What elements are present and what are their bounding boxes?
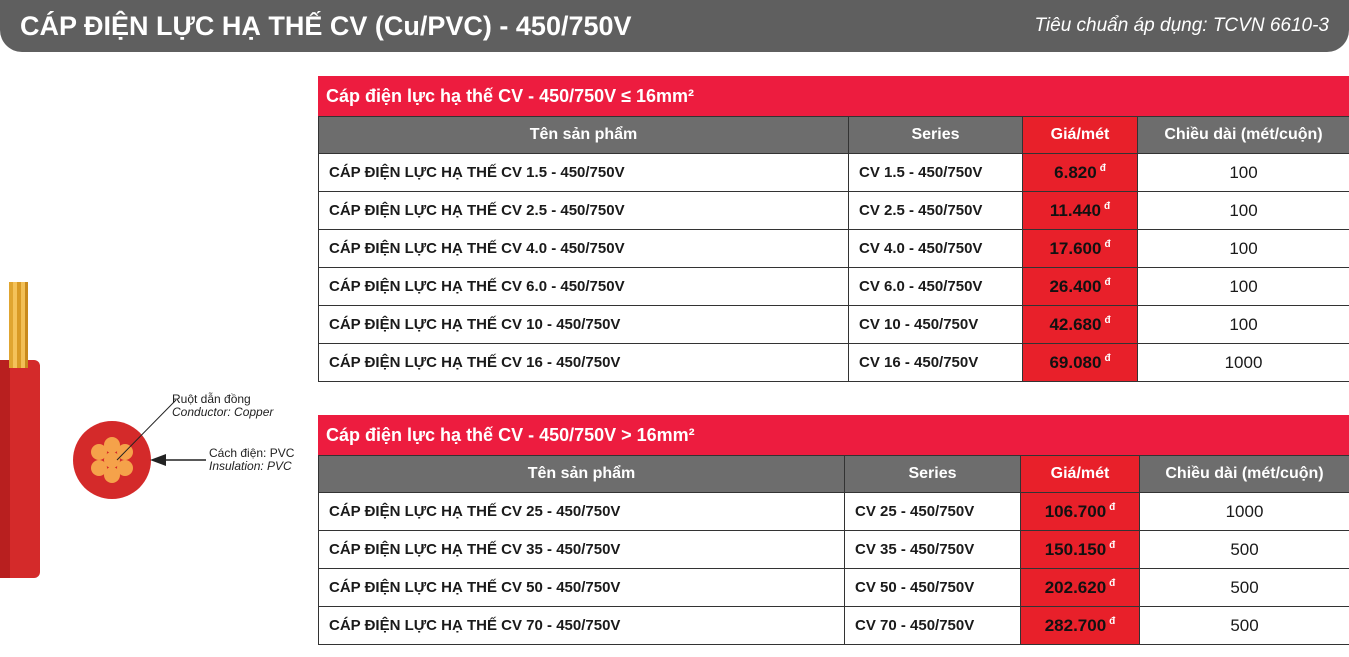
product-series: CV 10 - 450/750V: [849, 306, 1023, 344]
currency-symbol: đ: [1104, 276, 1111, 288]
product-length: 100: [1138, 192, 1349, 230]
col-header-price: Giá/mét: [1021, 456, 1140, 493]
table-row: [319, 531, 1349, 569]
table-row: [319, 569, 1349, 607]
product-series: CV 50 - 450/750V: [845, 569, 1021, 607]
product-price: [1023, 306, 1138, 344]
col-header-price: Giá/mét: [1023, 117, 1138, 154]
product-series: CV 35 - 450/750V: [845, 531, 1021, 569]
price-value: 282.700: [1044, 615, 1107, 635]
product-price: [1023, 230, 1138, 268]
product-series: CV 4.0 - 450/750V: [849, 230, 1023, 268]
col-header-series: Series: [845, 456, 1021, 493]
standard-note: Tiêu chuẩn áp dụng: TCVN 6610-3: [1034, 15, 1329, 36]
table-row: [319, 192, 1349, 230]
section-title: Cáp điện lực hạ thế CV - 450/750V ≤ 16mm²: [318, 76, 1349, 116]
page-header: [0, 0, 1349, 52]
currency-symbol: đ: [1109, 615, 1116, 627]
product-name: CÁP ĐIỆN LỰC HẠ THẾ CV 35 - 450/750V: [319, 531, 845, 569]
product-length: 500: [1140, 569, 1349, 607]
col-header-name: Tên sản phẩm: [319, 456, 845, 493]
price-value: 6.820: [1054, 162, 1097, 182]
price-value: 150.150: [1044, 539, 1107, 559]
price-section-small: [318, 76, 1349, 382]
price-value: 69.080: [1049, 352, 1102, 372]
product-name: CÁP ĐIỆN LỰC HẠ THẾ CV 4.0 - 450/750V: [319, 230, 849, 268]
product-series: CV 2.5 - 450/750V: [849, 192, 1023, 230]
table-row: [319, 344, 1349, 382]
currency-symbol: đ: [1104, 314, 1111, 326]
product-price: [1023, 344, 1138, 382]
product-price: [1021, 493, 1140, 531]
table-row: [319, 607, 1349, 645]
product-price: [1023, 154, 1138, 192]
col-header-length: Chiều dài (mét/cuộn): [1138, 117, 1349, 154]
product-name: CÁP ĐIỆN LỰC HẠ THẾ CV 2.5 - 450/750V: [319, 192, 849, 230]
product-name: CÁP ĐIỆN LỰC HẠ THẾ CV 10 - 450/750V: [319, 306, 849, 344]
table-row: [319, 268, 1349, 306]
table-row: [319, 493, 1349, 531]
product-length: 500: [1140, 607, 1349, 645]
table-row: [319, 230, 1349, 268]
conductor-label: [172, 393, 273, 419]
product-name: CÁP ĐIỆN LỰC HẠ THẾ CV 50 - 450/750V: [319, 569, 845, 607]
currency-symbol: đ: [1109, 539, 1116, 551]
product-length: 1000: [1138, 344, 1349, 382]
product-name: CÁP ĐIỆN LỰC HẠ THẾ CV 70 - 450/750V: [319, 607, 845, 645]
cable-illustration: [0, 282, 320, 582]
product-series: CV 6.0 - 450/750V: [849, 268, 1023, 306]
product-price: [1021, 607, 1140, 645]
col-header-length: Chiều dài (mét/cuộn): [1140, 456, 1349, 493]
price-value: 11.440: [1049, 200, 1101, 220]
price-table: [318, 455, 1349, 645]
product-price: [1023, 268, 1138, 306]
currency-symbol: đ: [1109, 501, 1116, 513]
product-length: 100: [1138, 154, 1349, 192]
insulation-label: [209, 447, 294, 473]
product-length: 100: [1138, 306, 1349, 344]
product-series: CV 70 - 450/750V: [845, 607, 1021, 645]
copper-strands: [9, 282, 28, 368]
product-price: [1021, 531, 1140, 569]
product-series: CV 25 - 450/750V: [845, 493, 1021, 531]
insulation-label-vi: Cách điện: PVC: [209, 446, 295, 460]
conductor-label-vi: Ruột dẫn đồng: [172, 392, 251, 406]
price-section-large: [318, 415, 1349, 645]
currency-symbol: đ: [1103, 200, 1111, 212]
currency-symbol: đ: [1109, 577, 1116, 589]
col-header-series: Series: [849, 117, 1023, 154]
price-table: [318, 116, 1349, 382]
page-title: CÁP ĐIỆN LỰC HẠ THẾ CV (Cu/PVC) - 450/750V: [20, 11, 632, 41]
table-header-row: [319, 456, 1349, 493]
price-value: 17.600: [1049, 238, 1102, 258]
product-price: [1023, 192, 1138, 230]
product-price: [1021, 569, 1140, 607]
currency-symbol: đ: [1104, 352, 1111, 364]
product-length: 500: [1140, 531, 1349, 569]
currency-symbol: đ: [1099, 162, 1106, 174]
product-length: 1000: [1140, 493, 1349, 531]
section-title: Cáp điện lực hạ thế CV - 450/750V > 16mm²: [318, 415, 1349, 455]
price-value: 106.700: [1044, 501, 1107, 521]
product-series: CV 16 - 450/750V: [849, 344, 1023, 382]
table-row: [319, 306, 1349, 344]
price-value: 26.400: [1049, 276, 1102, 296]
product-name: CÁP ĐIỆN LỰC HẠ THẾ CV 1.5 - 450/750V: [319, 154, 849, 192]
table-header-row: [319, 117, 1349, 154]
product-length: 100: [1138, 268, 1349, 306]
insulation-label-en: Insulation: PVC: [209, 459, 292, 473]
product-length: 100: [1138, 230, 1349, 268]
product-name: CÁP ĐIỆN LỰC HẠ THẾ CV 16 - 450/750V: [319, 344, 849, 382]
col-header-name: Tên sản phẩm: [319, 117, 849, 154]
price-value: 42.680: [1049, 314, 1102, 334]
currency-symbol: đ: [1104, 238, 1111, 250]
product-series: CV 1.5 - 450/750V: [849, 154, 1023, 192]
price-value: 202.620: [1044, 577, 1107, 597]
product-name: CÁP ĐIỆN LỰC HẠ THẾ CV 25 - 450/750V: [319, 493, 845, 531]
conductor-label-en: Conductor: Copper: [172, 405, 274, 419]
product-name: CÁP ĐIỆN LỰC HẠ THẾ CV 6.0 - 450/750V: [319, 268, 849, 306]
table-row: [319, 154, 1349, 192]
